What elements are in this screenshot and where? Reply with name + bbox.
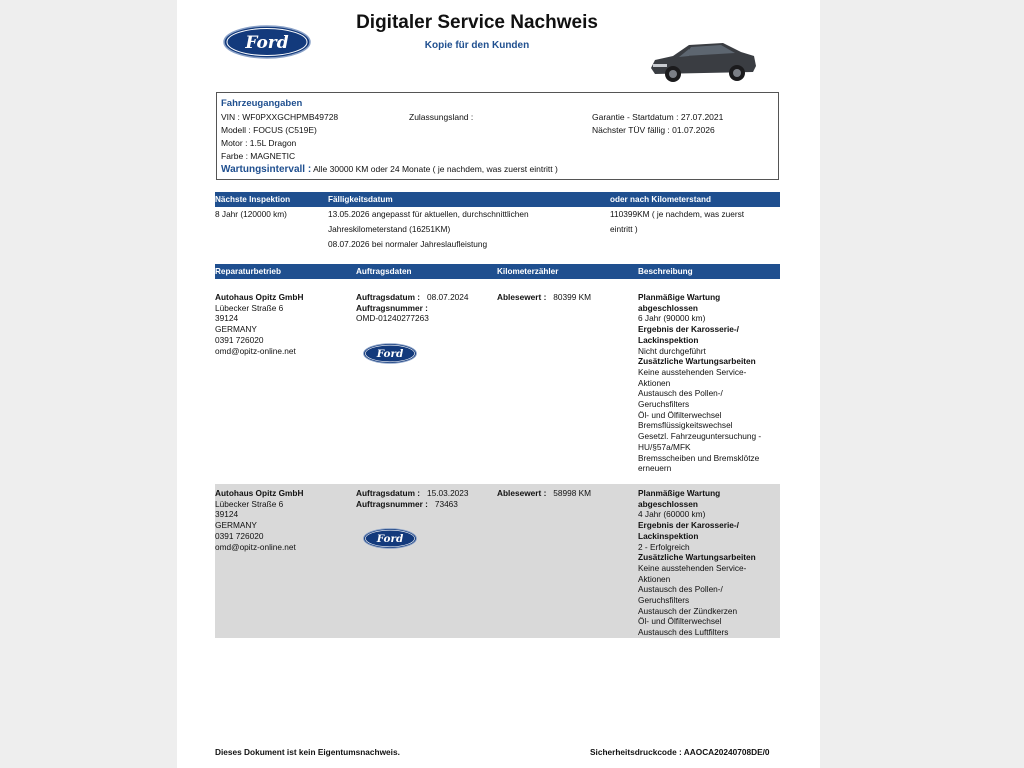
order-number-label: Auftragsnummer :: [356, 498, 428, 509]
workshop-email: omd@opitz-online.net: [215, 541, 296, 552]
odometer-reading: [497, 488, 591, 499]
km-due-line-2: eintritt ): [610, 224, 638, 234]
svg-text:Ford: Ford: [245, 33, 289, 53]
km-due-line-1: 110399KM ( je nachdem, was zuerst: [610, 209, 745, 219]
color: Farbe : MAGNETIC: [221, 151, 296, 161]
order-date: 15.03.2023: [427, 488, 469, 498]
workshop-zip: 39124: [215, 509, 239, 520]
order-number: OMD-01240277263: [356, 313, 429, 324]
header-next-inspection: Nächste Inspektion: [215, 195, 291, 204]
workshop-country: GERMANY: [215, 520, 257, 531]
document-title: Digitaler Service Nachweis: [356, 12, 598, 33]
desc-body-title: Ergebnis der Karosserie-/ Lackinspektion: [638, 324, 739, 345]
desc-item: Bremsflüssigkeitswechsel: [638, 420, 733, 431]
workshop-email: omd@opitz-online.net: [215, 345, 296, 356]
motor: Motor : 1.5L Dragon: [221, 138, 297, 148]
desc-scheduled-title: Planmäßige Wartung abgeschlossen: [638, 292, 721, 313]
desc-item: HU/§57a/MFK: [638, 441, 691, 452]
desc-item: Austausch des Pollen-/: [638, 584, 723, 595]
interval-label: Wartungsintervall :: [221, 164, 312, 175]
service-description: [638, 488, 776, 638]
desc-item: Öl- und Ölfilterwechsel: [638, 616, 722, 627]
desc-body-value: Nicht durchgeführt: [638, 345, 706, 356]
inspection-header-bar: [215, 192, 780, 207]
interval-value: Alle 30000 KM oder 24 Monate ( je nachdem, was zuerst eintritt ): [313, 164, 558, 174]
km-value: 58998 KM: [553, 488, 592, 498]
km-label: Ablesewert :: [497, 292, 547, 302]
desc-scheduled-value: 6 Jahr (90000 km): [638, 313, 706, 324]
security-code: Sicherheitsdruckcode : AAOCA20240708DE/0: [590, 747, 770, 757]
workshop-phone: 0391 726020: [215, 334, 264, 345]
registration-country: Zulassungsland :: [409, 112, 474, 122]
svg-text:Ford: Ford: [376, 533, 404, 546]
order-data: [356, 488, 469, 509]
order-number: 73463: [434, 498, 458, 509]
desc-item: erneuern: [638, 463, 672, 474]
service-description: [638, 292, 776, 474]
desc-item: Keine ausstehenden Service-: [638, 366, 747, 377]
desc-scheduled-title: Planmäßige Wartung abgeschlossen: [638, 488, 721, 509]
order-data: [356, 292, 469, 324]
order-date: 08.07.2024: [427, 292, 469, 302]
maintenance-interval: [221, 164, 558, 175]
desc-item: Geruchsfilters: [638, 595, 690, 606]
warranty-start: Garantie - Startdatum : 27.07.2021: [592, 112, 724, 122]
ownership-note: Dieses Dokument ist kein Eigentumsnachweis.: [215, 747, 400, 757]
km-label: Ablesewert :: [497, 488, 547, 498]
car-image: [645, 34, 760, 91]
desc-scheduled-value: 4 Jahr (60000 km): [638, 509, 706, 520]
header-km: oder nach Kilometerstand: [610, 195, 712, 204]
vehicle-details-box: [216, 92, 779, 180]
header-odometer: Kilometerzähler: [497, 267, 559, 276]
service-record: [215, 288, 780, 480]
order-date-label: Auftragsdatum :: [356, 488, 421, 498]
due-date-line-3: 08.07.2026 bei normaler Jahreslaufleistung: [328, 239, 488, 249]
workshop-address: [215, 292, 304, 356]
document-subtitle: Kopie für den Kunden: [424, 40, 530, 51]
desc-item: Gesetzl. Fahrzeuguntersuchung -: [638, 431, 762, 442]
vehicle-section-title: Fahrzeugangaben: [221, 98, 303, 109]
next-tuv: Nächster TÜV fällig : 01.07.2026: [592, 125, 715, 135]
km-value: 80399 KM: [553, 292, 592, 302]
header-order-data: Auftragsdaten: [356, 267, 412, 276]
vin: VIN : WF0PXXGCHPMB49728: [221, 112, 339, 122]
desc-additional-title: Zusätzliche Wartungsarbeiten: [638, 356, 756, 367]
due-date-line-2: Jahreskilometerstand (16251KM): [328, 224, 451, 234]
records-header-bar: [215, 264, 780, 279]
workshop-phone: 0391 726020: [215, 530, 264, 541]
ford-logo: [363, 343, 417, 364]
header-due-date: Fälligkeitsdatum: [328, 195, 393, 204]
service-document-page: [177, 0, 820, 768]
model: Modell : FOCUS (C519E): [221, 125, 317, 135]
desc-item: Austausch des Luftfilters: [638, 627, 729, 638]
next-inspection-value: 8 Jahr (120000 km): [215, 209, 287, 219]
desc-item: Öl- und Ölfilterwechsel: [638, 409, 722, 420]
order-date-label: Auftragsdatum :: [356, 292, 421, 302]
ford-logo: [363, 528, 417, 549]
desc-item: Aktionen: [638, 377, 671, 388]
header-workshop: Reparaturbetrieb: [215, 267, 281, 276]
order-number-label: Auftragsnummer :: [356, 302, 428, 313]
workshop-name: Autohaus Opitz GmbH: [215, 488, 304, 498]
desc-additional-title: Zusätzliche Wartungsarbeiten: [638, 552, 756, 563]
desc-body-title: Ergebnis der Karosserie-/ Lackinspektion: [638, 520, 739, 541]
desc-body-value: 2 - Erfolgreich: [638, 541, 690, 552]
desc-item: Aktionen: [638, 573, 671, 584]
workshop-address: [215, 488, 304, 552]
svg-text:Ford: Ford: [376, 348, 404, 361]
desc-item: Austausch der Zündkerzen: [638, 605, 738, 616]
due-date-line-1: 13.05.2026 angepasst für aktuellen, durchschnittlichen: [328, 209, 529, 219]
workshop-street: Lübecker Straße 6: [215, 498, 284, 509]
workshop-street: Lübecker Straße 6: [215, 302, 284, 313]
service-record: [215, 484, 780, 638]
workshop-zip: 39124: [215, 313, 239, 324]
header-description: Beschreibung: [638, 267, 693, 276]
odometer-reading: [497, 292, 591, 303]
workshop-country: GERMANY: [215, 324, 257, 335]
desc-item: Bremsscheiben und Bremsklötze: [638, 452, 760, 463]
desc-item: Geruchsfilters: [638, 399, 690, 410]
desc-item: Austausch des Pollen-/: [638, 388, 723, 399]
desc-item: Keine ausstehenden Service-: [638, 562, 747, 573]
workshop-name: Autohaus Opitz GmbH: [215, 292, 304, 302]
